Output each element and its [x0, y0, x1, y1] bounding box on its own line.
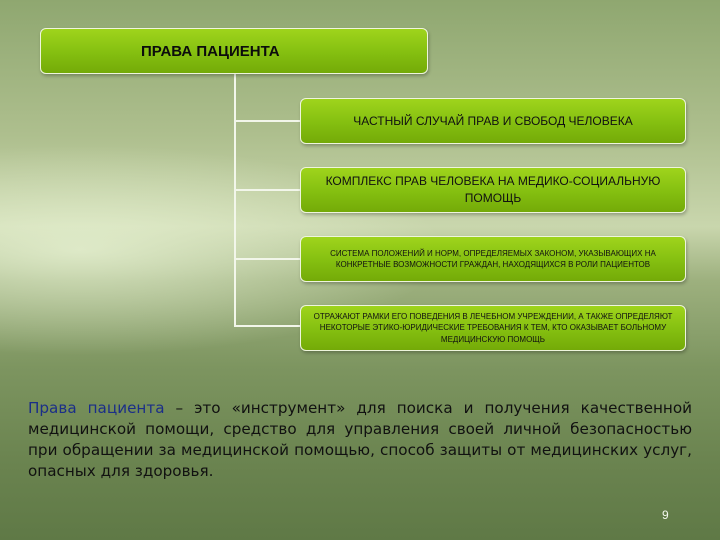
diagram-box-3 [300, 236, 686, 282]
connector-branch-4 [234, 325, 300, 327]
connector-trunk [234, 74, 236, 326]
diagram-box-1 [300, 98, 686, 144]
diagram-box-3-label: СИСТЕМА ПОЛОЖЕНИЙ И НОРМ, ОПРЕДЕЛЯЕМЫХ ЗАКОНОМ, УКАЗЫВАЮЩИХ НА КОНКРЕТНЫЕ ВОЗМОЖНОСТИ ГРАЖДАН, НАХОДЯЩИХСЯ В РОЛИ ПАЦИЕНТОВ [330, 248, 656, 269]
diagram-box-2-label: КОМПЛЕКС ПРАВ ЧЕЛОВЕКА НА МЕДИКО-СОЦИАЛЬНУЮ ПОМОЩЬ [325, 174, 661, 205]
definition-term: Права пациента [28, 399, 165, 417]
root-label: ПРАВА ПАЦИЕНТА [141, 42, 280, 60]
page-number: 9 [662, 508, 669, 522]
diagram-box-4 [300, 305, 686, 351]
diagram-box-1-label: ЧАСТНЫЙ СЛУЧАЙ ПРАВ И СВОБОД ЧЕЛОВЕКА [353, 114, 633, 128]
diagram-box-4-label: ОТРАЖАЮТ РАМКИ ЕГО ПОВЕДЕНИЯ В ЛЕЧЕБНОМ УЧРЕЖДЕНИИ, А ТАКЖЕ ОПРЕДЕЛЯЮТ НЕКОТОРЫЕ ЭТИКО-ЮРИДИЧЕСКИЕ ТРЕБОВАНИЯ К ТЕМ, КТО ОКАЗЫВАЕТ БОЛЬНОМУ МЕДИЦИНСКУЮ ПОМОЩЬ [313, 311, 673, 344]
connector-branch-3 [234, 258, 300, 260]
diagram-box-2 [300, 167, 686, 213]
connector-branch-1 [234, 120, 300, 122]
root-box [40, 28, 428, 74]
connector-branch-2 [234, 189, 300, 191]
definition-text: – это «инструмент» для поиска и получения качественной медицинской помощи, средство для управления своей личной безопасностью при обращении за медицинской помощью, способ защиты от медицинских услуг, опасных для здоровья. [28, 399, 692, 480]
definition-paragraph [28, 398, 692, 482]
